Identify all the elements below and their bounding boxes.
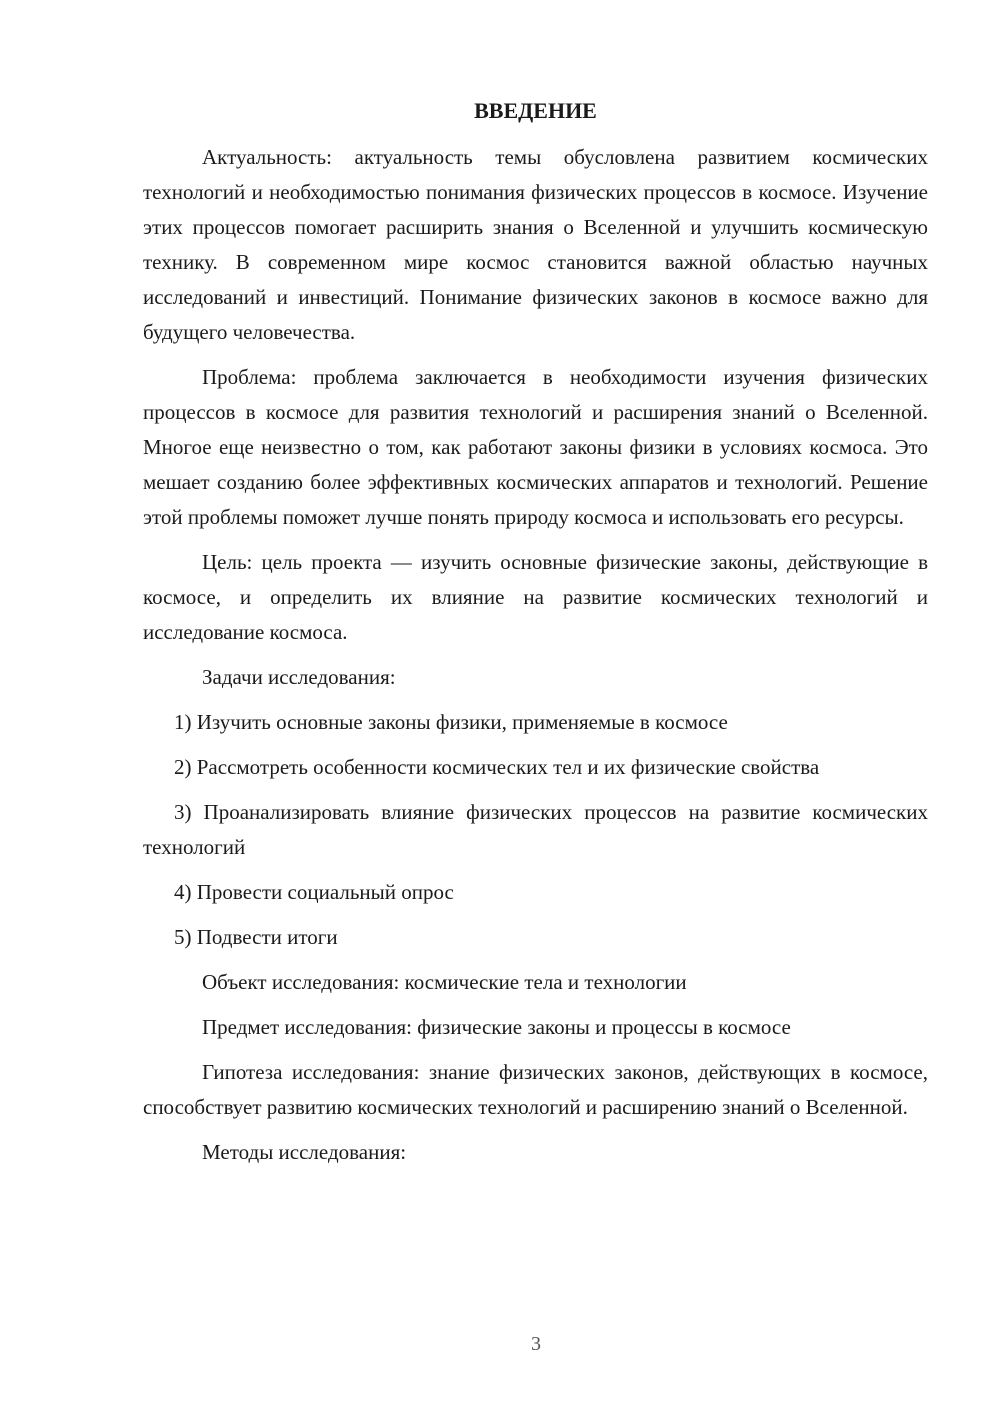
tasks-heading: Задачи исследования: xyxy=(202,665,396,689)
relevance-paragraph: Актуальность: актуальность темы обусловлена развитием космических технологий и необходимостью понимания физических процессов в космосе. Изучение этих процессов помогает расширить знания о Вселенной и улучшить космическую технику. В современном мире космос становится важной областью научных исследований и инвестиций. Понимание физических законов в космосе важно для будущего человечества. xyxy=(143,145,928,344)
page-title: ВВЕДЕНИЕ xyxy=(474,98,597,123)
task-item-4: 4) Провести социальный опрос xyxy=(174,880,454,904)
page-number: 3 xyxy=(531,1333,541,1355)
document-page xyxy=(143,96,928,1170)
task-item-1: 1) Изучить основные законы физики, применяемые в космосе xyxy=(174,710,728,734)
object-paragraph: Объект исследования: космические тела и технологии xyxy=(202,970,687,994)
task-item-3: 3) Проанализировать влияние физических процессов на развитие космических технологий xyxy=(143,800,928,859)
methods-heading: Методы исследования: xyxy=(202,1140,407,1164)
problem-paragraph: Проблема: проблема заключается в необходимости изучения физических процессов в космосе для развития технологий и расширения знаний о Вселенной. Многое еще неизвестно о том, как работают законы физики в условиях космоса. Это мешает созданию более эффективных космических аппаратов и технологий. Решение этой проблемы поможет лучше понять природу космоса и использовать его ресурсы. xyxy=(143,365,928,529)
hypothesis-paragraph: Гипотеза исследования: знание физических законов, действующих в космосе, способствует развитию космических технологий и расширению знаний о Вселенной. xyxy=(143,1060,928,1119)
subject-paragraph: Предмет исследования: физические законы и процессы в космосе xyxy=(202,1015,791,1039)
goal-paragraph: Цель: цель проекта — изучить основные физические законы, действующие в космосе, и определить их влияние на развитие космических технологий и исследование космоса. xyxy=(143,550,928,644)
task-item-2: 2) Рассмотреть особенности космических тел и их физические свойства xyxy=(174,755,820,779)
task-item-5: 5) Подвести итоги xyxy=(174,925,338,949)
